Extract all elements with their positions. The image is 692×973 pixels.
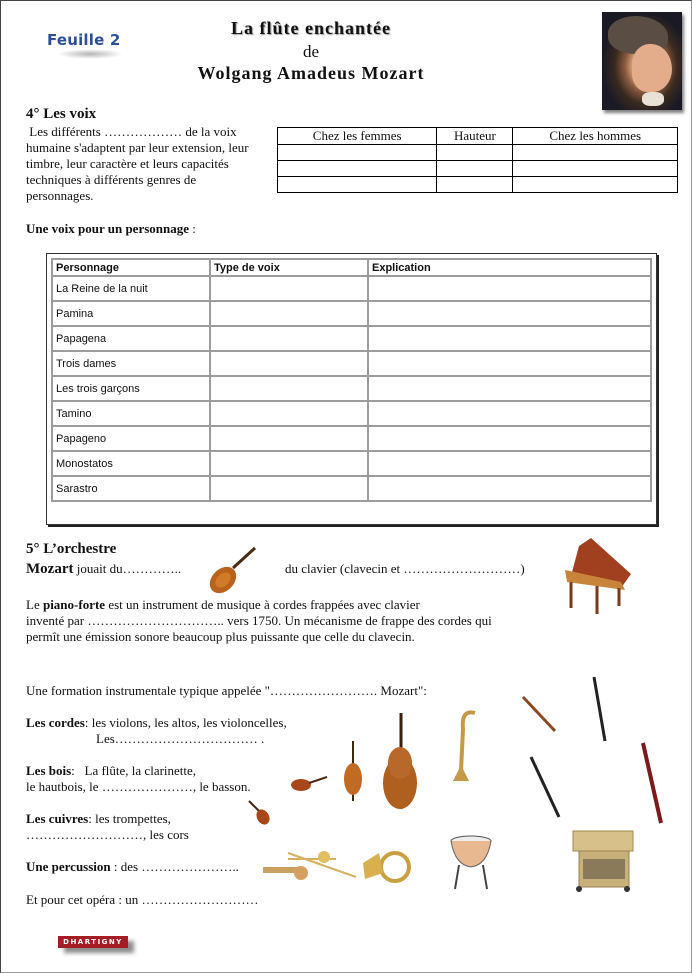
voice-range-table xyxy=(277,127,678,193)
voice-type-cell[interactable] xyxy=(210,301,368,326)
table-row xyxy=(278,177,678,193)
blank-cell[interactable] xyxy=(513,145,678,161)
voice-type-cell[interactable] xyxy=(210,276,368,301)
voice-type-cell[interactable] xyxy=(210,351,368,376)
table-row xyxy=(278,145,678,161)
strings-line-1: : les violons, les altos, les violoncelles, xyxy=(84,715,287,730)
table-row xyxy=(52,276,651,301)
character-voice-subheading xyxy=(26,221,196,237)
voice-type-cell[interactable] xyxy=(210,451,368,476)
table-row xyxy=(52,451,651,476)
cello-icon xyxy=(341,741,365,803)
table-header-row xyxy=(278,128,678,145)
table-row xyxy=(52,476,651,501)
subheading-bold: Une voix pour un personnage xyxy=(26,221,190,236)
header-women: Chez les femmes xyxy=(278,128,437,145)
woodwinds-block xyxy=(26,763,251,795)
piano-line-3: permît une émission sonore beaucoup plus puissante que celle du clavecin. xyxy=(26,629,415,644)
section-4-heading: 4° Les voix xyxy=(26,106,97,122)
explanation-cell[interactable] xyxy=(368,326,651,351)
piano-line-1-rest: est un instrument de musique à cordes frappées avec clavier xyxy=(105,597,420,612)
header-voice-type: Type de voix xyxy=(210,259,368,276)
sheet-label: Feuille 2 xyxy=(47,31,121,49)
strings-bold: Les cordes xyxy=(26,715,85,730)
page-title: La flûte enchantée xyxy=(231,18,391,38)
percussion-line xyxy=(26,859,239,875)
double-bass-icon xyxy=(379,713,421,813)
table-row xyxy=(52,426,651,451)
mozart-played-line xyxy=(26,561,181,578)
piano-intro: Le xyxy=(26,597,43,612)
brass-bold: Les cuivres xyxy=(26,811,89,826)
section-5-heading: 5° L’orchestre xyxy=(26,541,117,557)
voices-line: techniques à différents genres de xyxy=(26,172,197,187)
character-name: Papageno xyxy=(52,426,210,451)
violin-small-icon xyxy=(289,773,329,795)
clarinet-icon xyxy=(591,675,611,745)
blank-cell[interactable] xyxy=(278,145,437,161)
percussion-rest: : des ………………….. xyxy=(110,859,239,874)
voice-type-cell[interactable] xyxy=(210,476,368,501)
subheading-suffix: : xyxy=(189,221,196,236)
viola-icon xyxy=(247,799,273,827)
woodwinds-line-2: le hautbois, le …………………, le basson. xyxy=(26,779,251,794)
blank-cell[interactable] xyxy=(437,177,513,193)
character-name: Sarastro xyxy=(52,476,210,501)
voices-line: timbre, leur caractère et leurs capacités xyxy=(26,156,229,171)
voice-type-cell[interactable] xyxy=(210,326,368,351)
mozart-rest: jouait du………….. xyxy=(73,561,182,576)
brass-line-1: : les trompettes, xyxy=(88,811,171,826)
character-name: Les trois garçons xyxy=(52,376,210,401)
woodwinds-bold: Les bois xyxy=(26,763,72,778)
blank-cell[interactable] xyxy=(513,161,678,177)
table-row xyxy=(52,376,651,401)
explanation-cell[interactable] xyxy=(368,351,651,376)
sheet-label-shadow xyxy=(57,49,123,59)
header-explanation: Explication xyxy=(368,259,651,276)
voices-line: humaine s'adaptent par leur extension, leur xyxy=(26,140,249,155)
explanation-cell[interactable] xyxy=(368,401,651,426)
blank-cell[interactable] xyxy=(513,177,678,193)
explanation-cell[interactable] xyxy=(368,276,651,301)
blank-cell[interactable] xyxy=(437,145,513,161)
piano-line-1 xyxy=(26,597,546,613)
character-name: Trois dames xyxy=(52,351,210,376)
bassoon-icon xyxy=(637,741,667,825)
table-header-row xyxy=(52,259,651,276)
character-name: La Reine de la nuit xyxy=(52,276,210,301)
table-row xyxy=(278,161,678,177)
explanation-cell[interactable] xyxy=(368,301,651,326)
percussion-bold: Une percussion xyxy=(26,859,111,874)
alto-saxhorn-icon xyxy=(447,709,479,783)
voices-paragraph xyxy=(26,124,276,204)
voice-type-cell[interactable] xyxy=(210,401,368,426)
strings-line-2: Les…………………………… . xyxy=(96,731,265,746)
strings-block xyxy=(26,715,287,747)
celesta-icon xyxy=(571,829,635,893)
page-title-de: de xyxy=(302,42,320,61)
blank-cell[interactable] xyxy=(278,177,437,193)
table-row xyxy=(52,326,651,351)
header-character: Personnage xyxy=(52,259,210,276)
voices-line: personnages. xyxy=(26,188,94,203)
blank-cell[interactable] xyxy=(278,161,437,177)
mozart-bold: Mozart xyxy=(26,561,74,577)
fortepiano-icon xyxy=(561,536,636,616)
brass-line-2: ………………………, les cors xyxy=(26,827,189,842)
page-title-composer: Wolgang Amadeus Mozart xyxy=(197,63,425,83)
explanation-cell[interactable] xyxy=(368,426,651,451)
header-pitch: Hauteur xyxy=(437,128,513,145)
character-name: Tamino xyxy=(52,401,210,426)
blank-cell[interactable] xyxy=(437,161,513,177)
table-row xyxy=(52,351,651,376)
explanation-cell[interactable] xyxy=(368,451,651,476)
character-name: Papagena xyxy=(52,326,210,351)
mozart-portrait-icon xyxy=(602,12,682,110)
character-name: Pamina xyxy=(52,301,210,326)
table-row xyxy=(52,401,651,426)
timpani-icon xyxy=(449,835,493,891)
character-table-frame xyxy=(46,253,657,525)
table-row xyxy=(52,301,651,326)
oboe-icon xyxy=(527,755,563,819)
clavier-line: du clavier (clavecin et ………………………) xyxy=(285,561,525,576)
violin-icon xyxy=(203,546,259,598)
explanation-cell[interactable] xyxy=(368,476,651,501)
voice-type-cell[interactable] xyxy=(210,376,368,401)
piano-forte-bold: piano-forte xyxy=(42,597,106,612)
voices-line: Les différents ……………… de la voix xyxy=(26,124,237,139)
header-men: Chez les hommes xyxy=(513,128,678,145)
voice-type-cell[interactable] xyxy=(210,426,368,451)
french-horn-icon xyxy=(361,849,413,885)
trombone-icon xyxy=(286,849,361,881)
character-name: Monostatos xyxy=(52,451,210,476)
dhartigny-logo: DHARTIGNY xyxy=(58,936,128,948)
piano-line-2: inventé par ………………………….. vers 1750. Un mécanisme de frappe des cordes qui xyxy=(26,613,492,628)
flute-icon xyxy=(521,695,557,735)
explanation-cell[interactable] xyxy=(368,376,651,401)
formation-line: Une formation instrumentale typique appelée "……………………. Mozart": xyxy=(26,683,427,698)
character-voice-table xyxy=(51,258,652,502)
brass-block xyxy=(26,811,189,843)
opera-line: Et pour cet opéra : un ……………………… xyxy=(26,892,259,907)
woodwinds-line-1: : La flûte, la clarinette, xyxy=(71,763,197,778)
fortepiano-paragraph xyxy=(26,597,546,645)
